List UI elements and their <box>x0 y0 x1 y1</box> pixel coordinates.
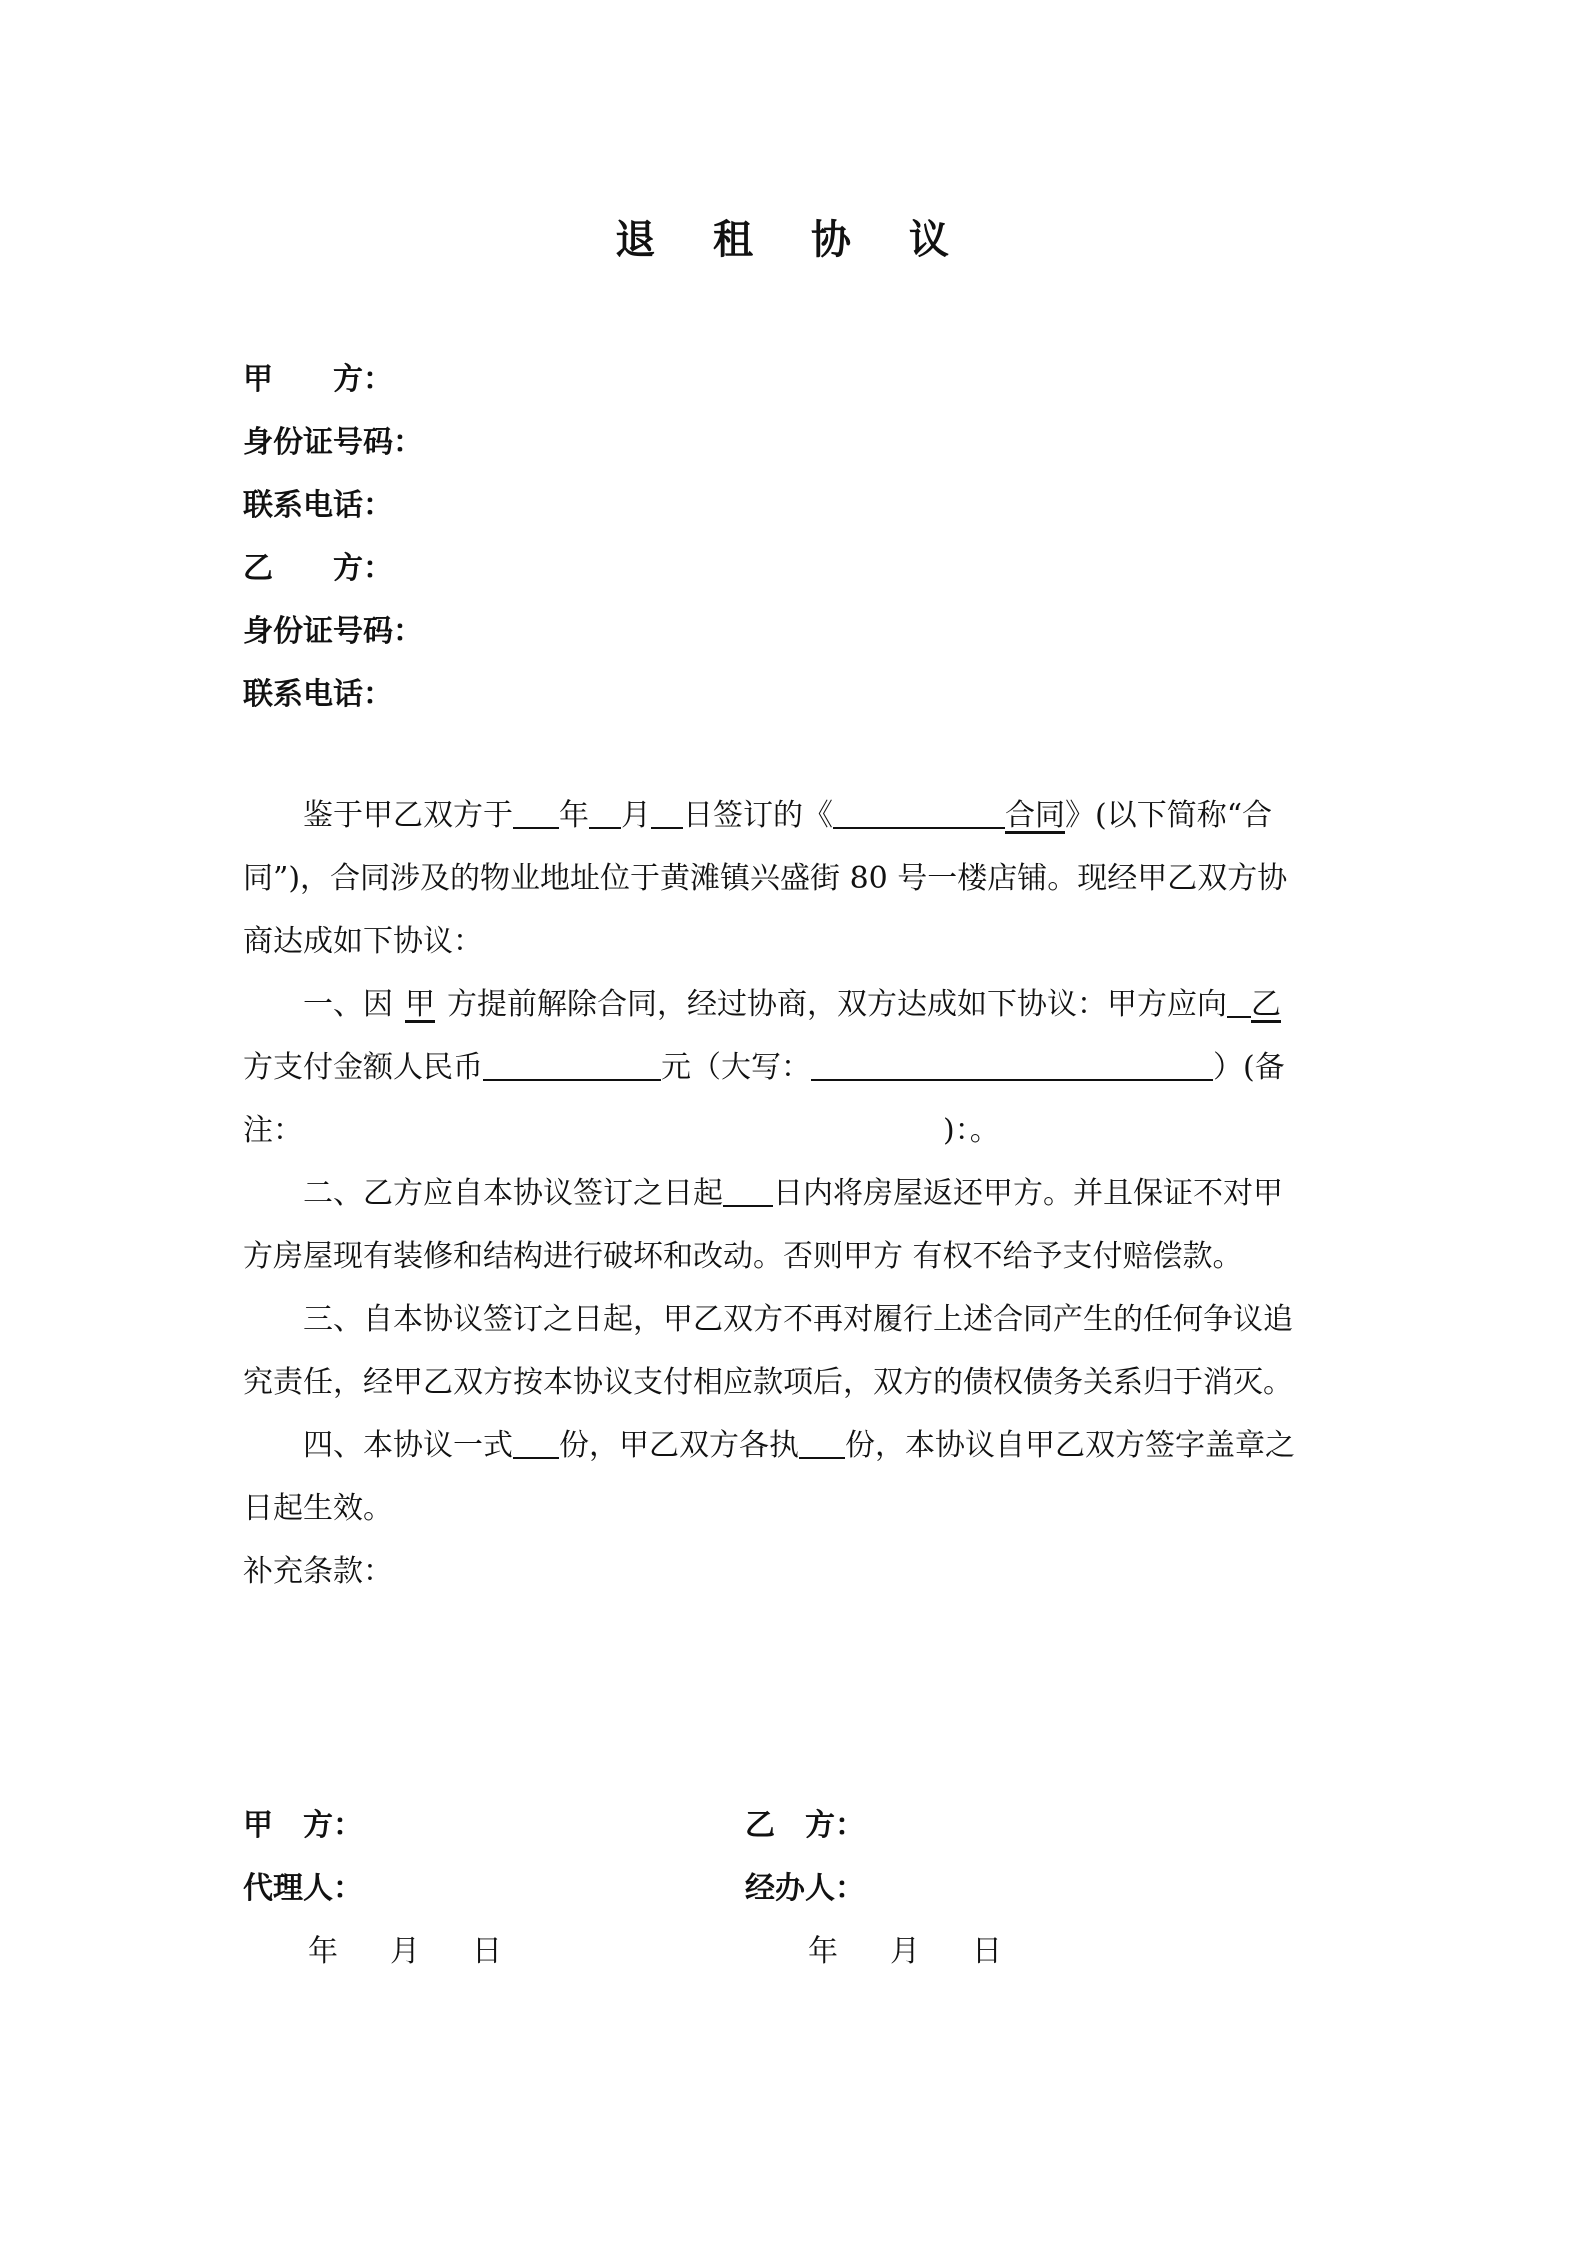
date-b-month: 月 <box>890 1934 920 1969</box>
sign-party-a-label: 甲 方： <box>243 1808 363 1843</box>
clause-1-text-5: ）(备 <box>1213 1050 1285 1085</box>
date-a-month: 月 <box>390 1934 420 1969</box>
amount-blank <box>483 1045 661 1081</box>
preamble-text-3: 月 <box>621 798 651 833</box>
preamble-text-4: 日签订的《 <box>683 798 833 833</box>
receiving-party-blank <box>1227 982 1251 1018</box>
date-party-b <box>808 1926 1054 1970</box>
clause-2-line-2: 方房屋现有装修和结构进行破坏和改动。否则甲方 有权不给予支付赔偿款。 <box>243 1239 1243 1274</box>
clause-1-text-3: 方支付金额人民币 <box>243 1050 483 1085</box>
day-blank <box>651 793 683 829</box>
clause-4-text-1: 四、本协议一式 <box>303 1428 513 1463</box>
clause-3-line-2: 究责任，经甲乙双方按本协议支付相应款项后，双方的债权债务关系归于消灭。 <box>243 1365 1293 1400</box>
clause-2 <box>243 1162 1353 1288</box>
party-a-label: 甲 方： <box>243 362 393 397</box>
clause-4 <box>243 1414 1353 1540</box>
party-b-id-label: 身份证号码： <box>243 614 423 649</box>
preamble-text-1: 鉴于甲乙双方于 <box>303 798 513 833</box>
contract-suffix: 合同 <box>1005 798 1065 833</box>
month-blank <box>589 793 621 829</box>
receiving-party: 乙 <box>1251 987 1281 1022</box>
date-party-a <box>308 1926 554 1970</box>
copies-each-blank <box>799 1423 845 1459</box>
year-blank <box>513 793 559 829</box>
contract-name-blank <box>833 793 1005 829</box>
preamble-line-2: 同”)，合同涉及的物业地址位于黄滩镇兴盛街 80 号一楼店铺。现经甲乙双方协 <box>243 861 1288 896</box>
sign-agent-label: 代理人： <box>243 1871 363 1906</box>
supplement-section <box>243 1540 1353 1603</box>
preamble-text-5: 》(以下简称“合 <box>1065 798 1273 833</box>
clause-4-line-2: 日起生效。 <box>243 1491 393 1526</box>
date-b-year: 年 <box>808 1934 838 1969</box>
party-a-id-label: 身份证号码： <box>243 425 423 460</box>
clause-4-text-3: 份，本协议自甲乙双方签字盖章之 <box>845 1428 1295 1463</box>
clause-1-text-7: )：。 <box>943 1113 1000 1148</box>
preamble-text-2: 年 <box>559 798 589 833</box>
amount-in-words-blank <box>811 1045 1213 1081</box>
clause-1-text-6: 注： <box>243 1113 303 1148</box>
preamble-line-3: 商达成如下协议： <box>243 924 483 959</box>
days-blank <box>723 1171 773 1207</box>
supplement-label: 补充条款： <box>243 1554 393 1589</box>
clause-3-line-1: 三、自本协议签订之日起，甲乙双方不再对履行上述合同产生的任何争议追 <box>303 1302 1293 1337</box>
clause-2-text-2: 日内将房屋返还甲方。并且保证不对甲 <box>773 1176 1283 1211</box>
clause-2-text-1: 二、乙方应自本协议签订之日起 <box>303 1176 723 1211</box>
party-a-phone-label: 联系电话： <box>243 488 393 523</box>
clause-1 <box>243 973 1353 1162</box>
date-a-day: 日 <box>472 1934 502 1969</box>
clause-1-text-4: 元（大写： <box>661 1050 811 1085</box>
terminating-party: 甲 <box>405 987 435 1022</box>
sign-party-b-label: 乙 方： <box>745 1808 865 1843</box>
party-b-label: 乙 方： <box>243 551 393 586</box>
clause-4-text-2: 份，甲乙双方各执 <box>559 1428 799 1463</box>
clause-3 <box>243 1288 1353 1414</box>
date-b-day: 日 <box>972 1934 1002 1969</box>
clause-1-text-1: 一、因 <box>303 987 393 1022</box>
clause-1-text-2: 方提前解除合同，经过协商，双方达成如下协议：甲方应向 <box>447 987 1227 1022</box>
sign-handler-label: 经办人： <box>745 1871 865 1906</box>
date-a-year: 年 <box>308 1934 338 1969</box>
copies-total-blank <box>513 1423 559 1459</box>
party-b-phone-label: 联系电话： <box>243 677 393 712</box>
preamble-paragraph <box>243 784 1353 973</box>
document-title: 退 租 协 议 <box>615 216 971 263</box>
